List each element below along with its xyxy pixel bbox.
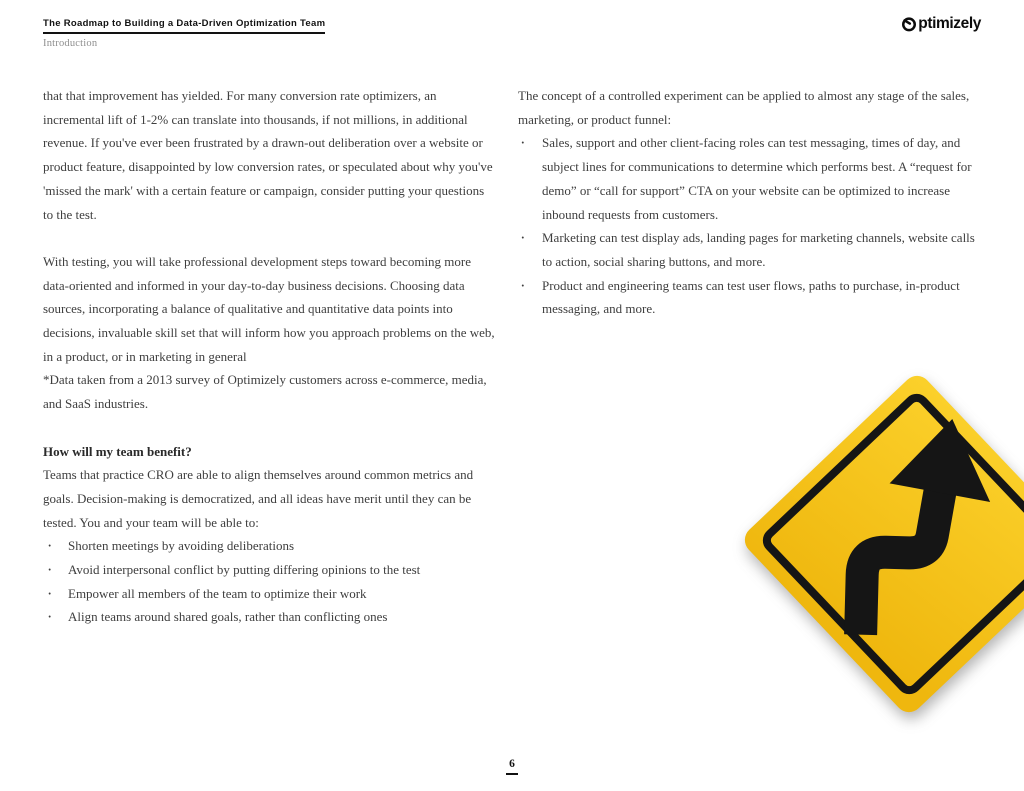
bullet-text: Empower all members of the team to optimize their work: [68, 585, 367, 601]
road-sign-illustration: [713, 344, 1024, 744]
list-item: [43, 605, 495, 629]
right-column: [518, 84, 976, 321]
document-title: The Roadmap to Building a Data-Driven Optimization Team: [43, 18, 325, 34]
bullet-dot-icon: •: [521, 138, 525, 148]
reverse-turn-sign-icon: [713, 344, 1024, 744]
section-heading: How will my team benefit?: [43, 443, 192, 459]
paragraph: The concept of a controlled experiment can be applied to almost any stage of the sales, marketing, or product funnel:: [518, 88, 970, 127]
bullet-dot-icon: •: [521, 280, 525, 290]
page-number: 6: [509, 757, 515, 770]
list-item: [43, 582, 495, 606]
bullet-list: [43, 534, 495, 629]
list-item: [518, 226, 976, 273]
list-item: [43, 534, 495, 558]
logo-text: ptimizely: [918, 15, 981, 32]
bullet-dot-icon: •: [48, 565, 52, 575]
list-item: [518, 274, 976, 321]
bullet-text: Avoid interpersonal conflict by putting differing opinions to the test: [68, 562, 421, 578]
left-column: [43, 84, 495, 629]
bullet-text: Align teams around shared goals, rather than conflicting ones: [68, 609, 388, 625]
optimizely-logo: [901, 15, 981, 33]
list-item: [518, 131, 976, 226]
document-subtitle: Introduction: [43, 38, 98, 49]
bullet-dot-icon: •: [48, 588, 52, 599]
footnote: *Data taken from a 2013 survey of Optimizely customers across e-commerce, media, and SaaS industries.: [43, 372, 487, 412]
bullet-text: Product and engineering teams can test user flows, paths to purchase, in-product messaging, and more.: [542, 277, 960, 317]
bullet-dot-icon: •: [48, 541, 52, 551]
optimizely-o-icon: [901, 16, 918, 32]
paragraph: that that improvement has yielded. For many conversion rate optimizers, an incremental lift of 1-2% can translate into thousands, if not millions, in additional revenue. If you've ever been frustrated by a drawn-out deliberation over a website or product feature, disappointed by low conversion rates, or speculated about why you've 'missed the mark' with a certain feature or campaign, consider putting your questions to the test.: [43, 88, 493, 222]
bullet-text: Sales, support and other client-facing roles can test messaging, times of day, and subject lines for communications to determine which performs best. A “request for demo” or “call for support” CTA on your website can be optimized to increase inbound requests from customers.: [542, 135, 972, 222]
bullet-text: Marketing can test display ads, landing pages for marketing channels, website calls to action, social sharing buttons, and more.: [542, 230, 975, 269]
page-number-underline: [506, 773, 518, 776]
list-item: [43, 558, 495, 582]
doc-header: [43, 13, 325, 49]
bullet-dot-icon: •: [521, 233, 525, 243]
bullet-dot-icon: •: [48, 612, 52, 622]
bullet-text: Shorten meetings by avoiding deliberations: [68, 538, 295, 554]
bullet-list: [518, 131, 976, 321]
paragraph: With testing, you will take professional development steps toward becoming more data-oriented and informed in your day-to-day business decisions. Choosing data sources, incorporating a balance of qualitative and quantitative data points into decisions, invaluable skill set that will inform how you approach problems on the web, in a product, or in marketing in general: [43, 253, 495, 364]
paragraph: Teams that practice CRO are able to align themselves around common metrics and goals. Decision-making is democratized, and all ideas have merit until they can be tested. You and your team will be able to:: [43, 467, 474, 530]
page-footer: [0, 758, 1024, 776]
